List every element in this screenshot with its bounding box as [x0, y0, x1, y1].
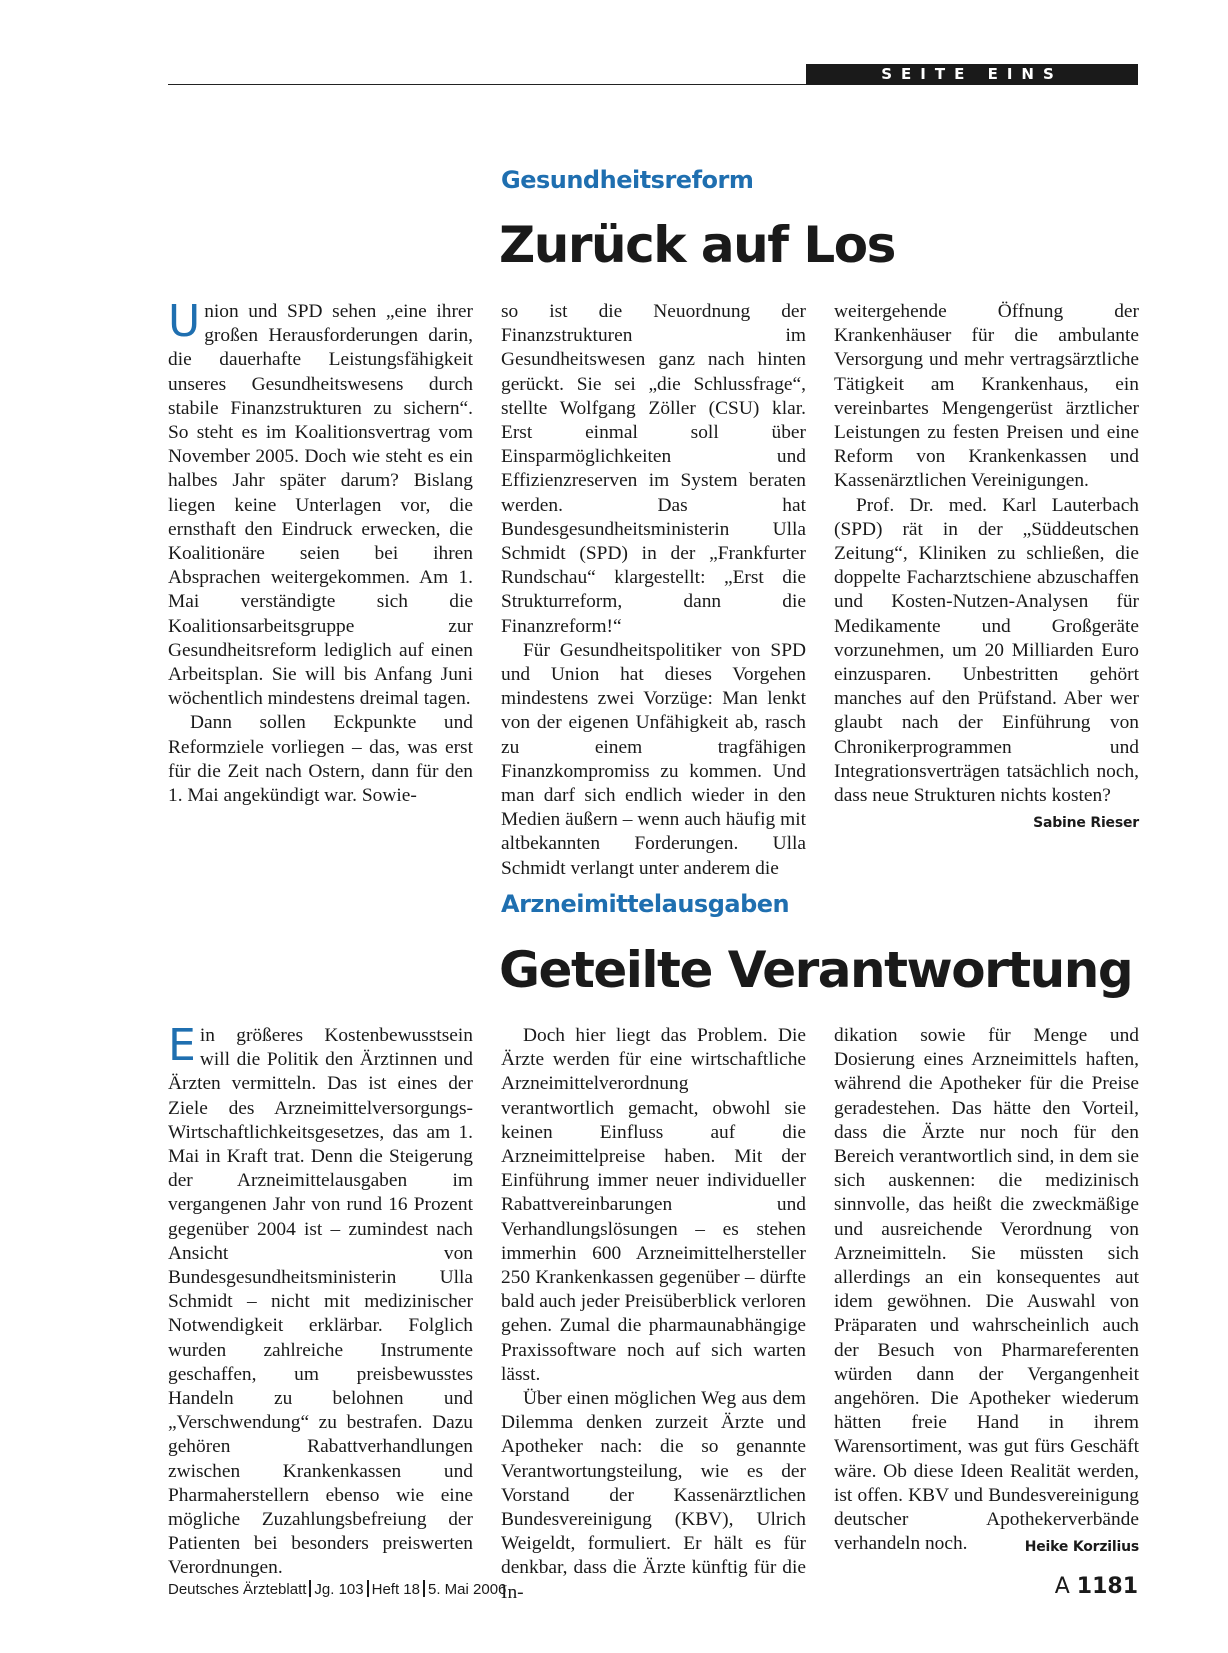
paragraph: Über einen möglichen Weg aus dem Dilemma denken zurzeit Ärzte und Apotheker nach: die so genannte Verantwortungsteilung, wie es der Vorstand der Kassenärztlichen Bundesvereinigung (KBV), Ulrich Weigeldt, formuliert. Er hält es für denkbar, dass die Ärzte künftig für die In-: [501, 1388, 806, 1603]
paragraph: Doch hier liegt das Problem. Die Ärzte werden für eine wirtschaftliche Arzneimittelverordnung verantwortlich gemacht, obwohl sie keinen Einfluss auf die Arzneimittelpreise haben. Mit der Einführung immer neuer individueller Rabattvereinbarungen und Verhandlungslösungen – es stehen immerhin 600 Arzneimittelhersteller 250 Krankenkassen gegenüber – dürfte bald auch jeder Preisüberblick verloren gehen. Zumal die pharmaunabhängige Praxissoftware noch auf sich warten lässt.: [501, 1025, 806, 1385]
article2-column-2: [501, 1024, 806, 1605]
article2-column-1: [168, 1020, 473, 1581]
footer-separator: [367, 1580, 369, 1597]
article1-column-3: [834, 300, 1139, 835]
paragraph: in größeres Kostenbewusstsein will die Politik den Ärztinnen und Ärzten vermitteln. Das ist eines der Ziele des Arzneimittelversorgungs-Wirtschaftlichkeitsgesetzes, das am 1. Mai in Kraft trat. Denn die Steigerung der Arzneimittelausgaben im vergangenen Jahr von rund 16 Prozent gegenüber 2004 ist – zumindest nach Ansicht von Bundesgesundheitsministerin Ulla Schmidt – nicht mit medizinischer Notwendigkeit erklärbar. Folglich wurden zahlreiche Instrumente geschaffen, um preisbewusstes Handeln zu belohnen und „Verschwendung“ zu bestrafen. Dazu gehören Rabattverhandlungen zwischen Krankenkassen und Pharmaherstellern ebenso wie eine mögliche Zuzahlungsbefreiung der Patienten bei besonders preiswerten Verordnungen.: [168, 1025, 473, 1579]
article2-headline: Geteilte Verantwortung: [499, 941, 1133, 999]
article1-headline: Zurück auf Los: [499, 216, 895, 274]
article1-author: Sabine Rieser: [1033, 815, 1139, 832]
paragraph: [834, 1024, 1139, 1556]
page-number-value: 1181: [1076, 1574, 1138, 1599]
article2-dropcap: E: [168, 1020, 196, 1071]
page-number: [1055, 1574, 1138, 1599]
section-tag: SEITE EINS: [806, 64, 1138, 85]
article1-kicker: Gesundheitsreform: [501, 166, 754, 194]
paragraph-text: dikation sowie für Menge und Dosierung eines Arzneimittels haften, während die Apotheker für die Preise geradestehen. Das hätte den Vorteil, dass die Ärzte nur noch für den Bereich verantwortlich sind, in dem sie sich auskennen: die medizinisch sinnvolle, das heißt die zweckmäßige und ausreichende Verordnung von Arzneimitteln. Sie müssten sich allerdings an ein konsequentes aut idem gewöhnen. Die Auswahl von Präparaten und wahrscheinlich auch der Besuch von Pharmareferenten würden dann der Vergangenheit angehören. Die Apotheker wiederum hätten freie Hand in ihrem Warensortiment, was gut fürs Geschäft wäre. Ob diese Ideen Realität werden, ist offen. KBV und Bundesvereinigung deutscher Apothekerverbände verhandeln noch.: [834, 1025, 1139, 1555]
article2-author: Heike Korzilius: [1024, 1539, 1139, 1556]
page-footer: [168, 1580, 506, 1598]
journal-date: 5. Mai 2006: [428, 1581, 507, 1598]
footer-separator: [423, 1580, 425, 1597]
paragraph: nion und SPD sehen „eine ihrer großen Herausforderungen darin, die dauerhafte Leistungsfähigkeit unseres Gesundheitswesens durch stabile Finanzstrukturen zu sichern“. So steht es im Koalitionsvertrag vom November 2005. Doch wie steht es ein halbes Jahr später darum? Bislang liegen keine Unterlagen vor, die ernsthaft den Eindruck erwecken, die Koalitionäre seien bei ihren Absprachen weitergekommen. Am 1. Mai verständigte sich die Koalitionsarbeitsgruppe zur Gesundheitsreform lediglich auf einen Arbeitsplan. Sie will bis Anfang Juni wöchentlich mindestens dreimal tagen.: [168, 301, 473, 710]
paragraph: so ist die Neuordnung der Finanzstrukturen im Gesundheitswesen ganz nach hinten gerückt. Sie sei „die Schlussfrage“, stellte Wolfgang Zöller (CSU) klar. Erst einmal soll über Einsparmöglichkeiten und Effizienzreserven im System beraten werden. Das hat Bundesgesundheitsministerin Ulla Schmidt (SPD) in der „Frankfurter Rundschau“ klargestellt: „Erst die Strukturreform, dann die Finanzreform!“: [501, 301, 806, 637]
journal-issue: Heft 18: [371, 1581, 420, 1598]
page-prefix: A: [1054, 1574, 1070, 1599]
paragraph: Dann sollen Eckpunkte und Reformziele vorliegen – das, was erst für die Zeit nach Ostern, dann für den 1. Mai angekündigt war. Sowie-: [168, 712, 473, 807]
paragraph: weitergehende Öffnung der Krankenhäuser für die ambulante Versorgung und mehr vertragsärztliche Tätigkeit am Krankenhaus, ein vereinbartes Mengengerüst ärztlicher Leistungen zu festen Preisen und eine Reform von Krankenkassen und Kassenärztlichen Vereinigungen.: [834, 301, 1139, 492]
paragraph: [834, 494, 1139, 832]
journal-volume: Jg. 103: [314, 1581, 364, 1598]
article1-column-1: [168, 296, 473, 808]
footer-separator: [309, 1580, 311, 1597]
paragraph-text: Prof. Dr. med. Karl Lauterbach (SPD) rät in der „Süddeutschen Zeitung“, Kliniken zu schließen, die doppelte Facharztschiene abzuschaffen und Kosten-Nutzen-Analysen für Medikamente und Großgeräte vorzunehmen, um 20 Milliarden Euro einzusparen. Unbestritten gehört manches auf den Prüfstand. Aber wer glaubt nach der Einführung von Chronikerprogrammen und Integrationsverträgen tatsächlich noch, dass neue Strukturen nichts kosten?: [834, 494, 1139, 807]
article2-kicker: Arzneimittelausgaben: [501, 890, 790, 918]
article1-dropcap: U: [168, 296, 201, 347]
paragraph: Für Gesundheitspolitiker von SPD und Union hat dieses Vorgehen mindestens zwei Vorzüge: Man lenkt von der eigenen Unfähigkeit ab, rasch zu einem tragfähigen Finanzkompromiss zu kommen. Und man darf sich endlich wieder in den Medien äußern – wenn auch häufig mit altbekannten Forderungen. Ulla Schmidt verlangt unter anderem die: [501, 639, 806, 879]
article2-column-3: [834, 1024, 1139, 1559]
article1-column-2: [501, 300, 806, 881]
journal-name: Deutsches Ärzteblatt: [168, 1581, 307, 1598]
